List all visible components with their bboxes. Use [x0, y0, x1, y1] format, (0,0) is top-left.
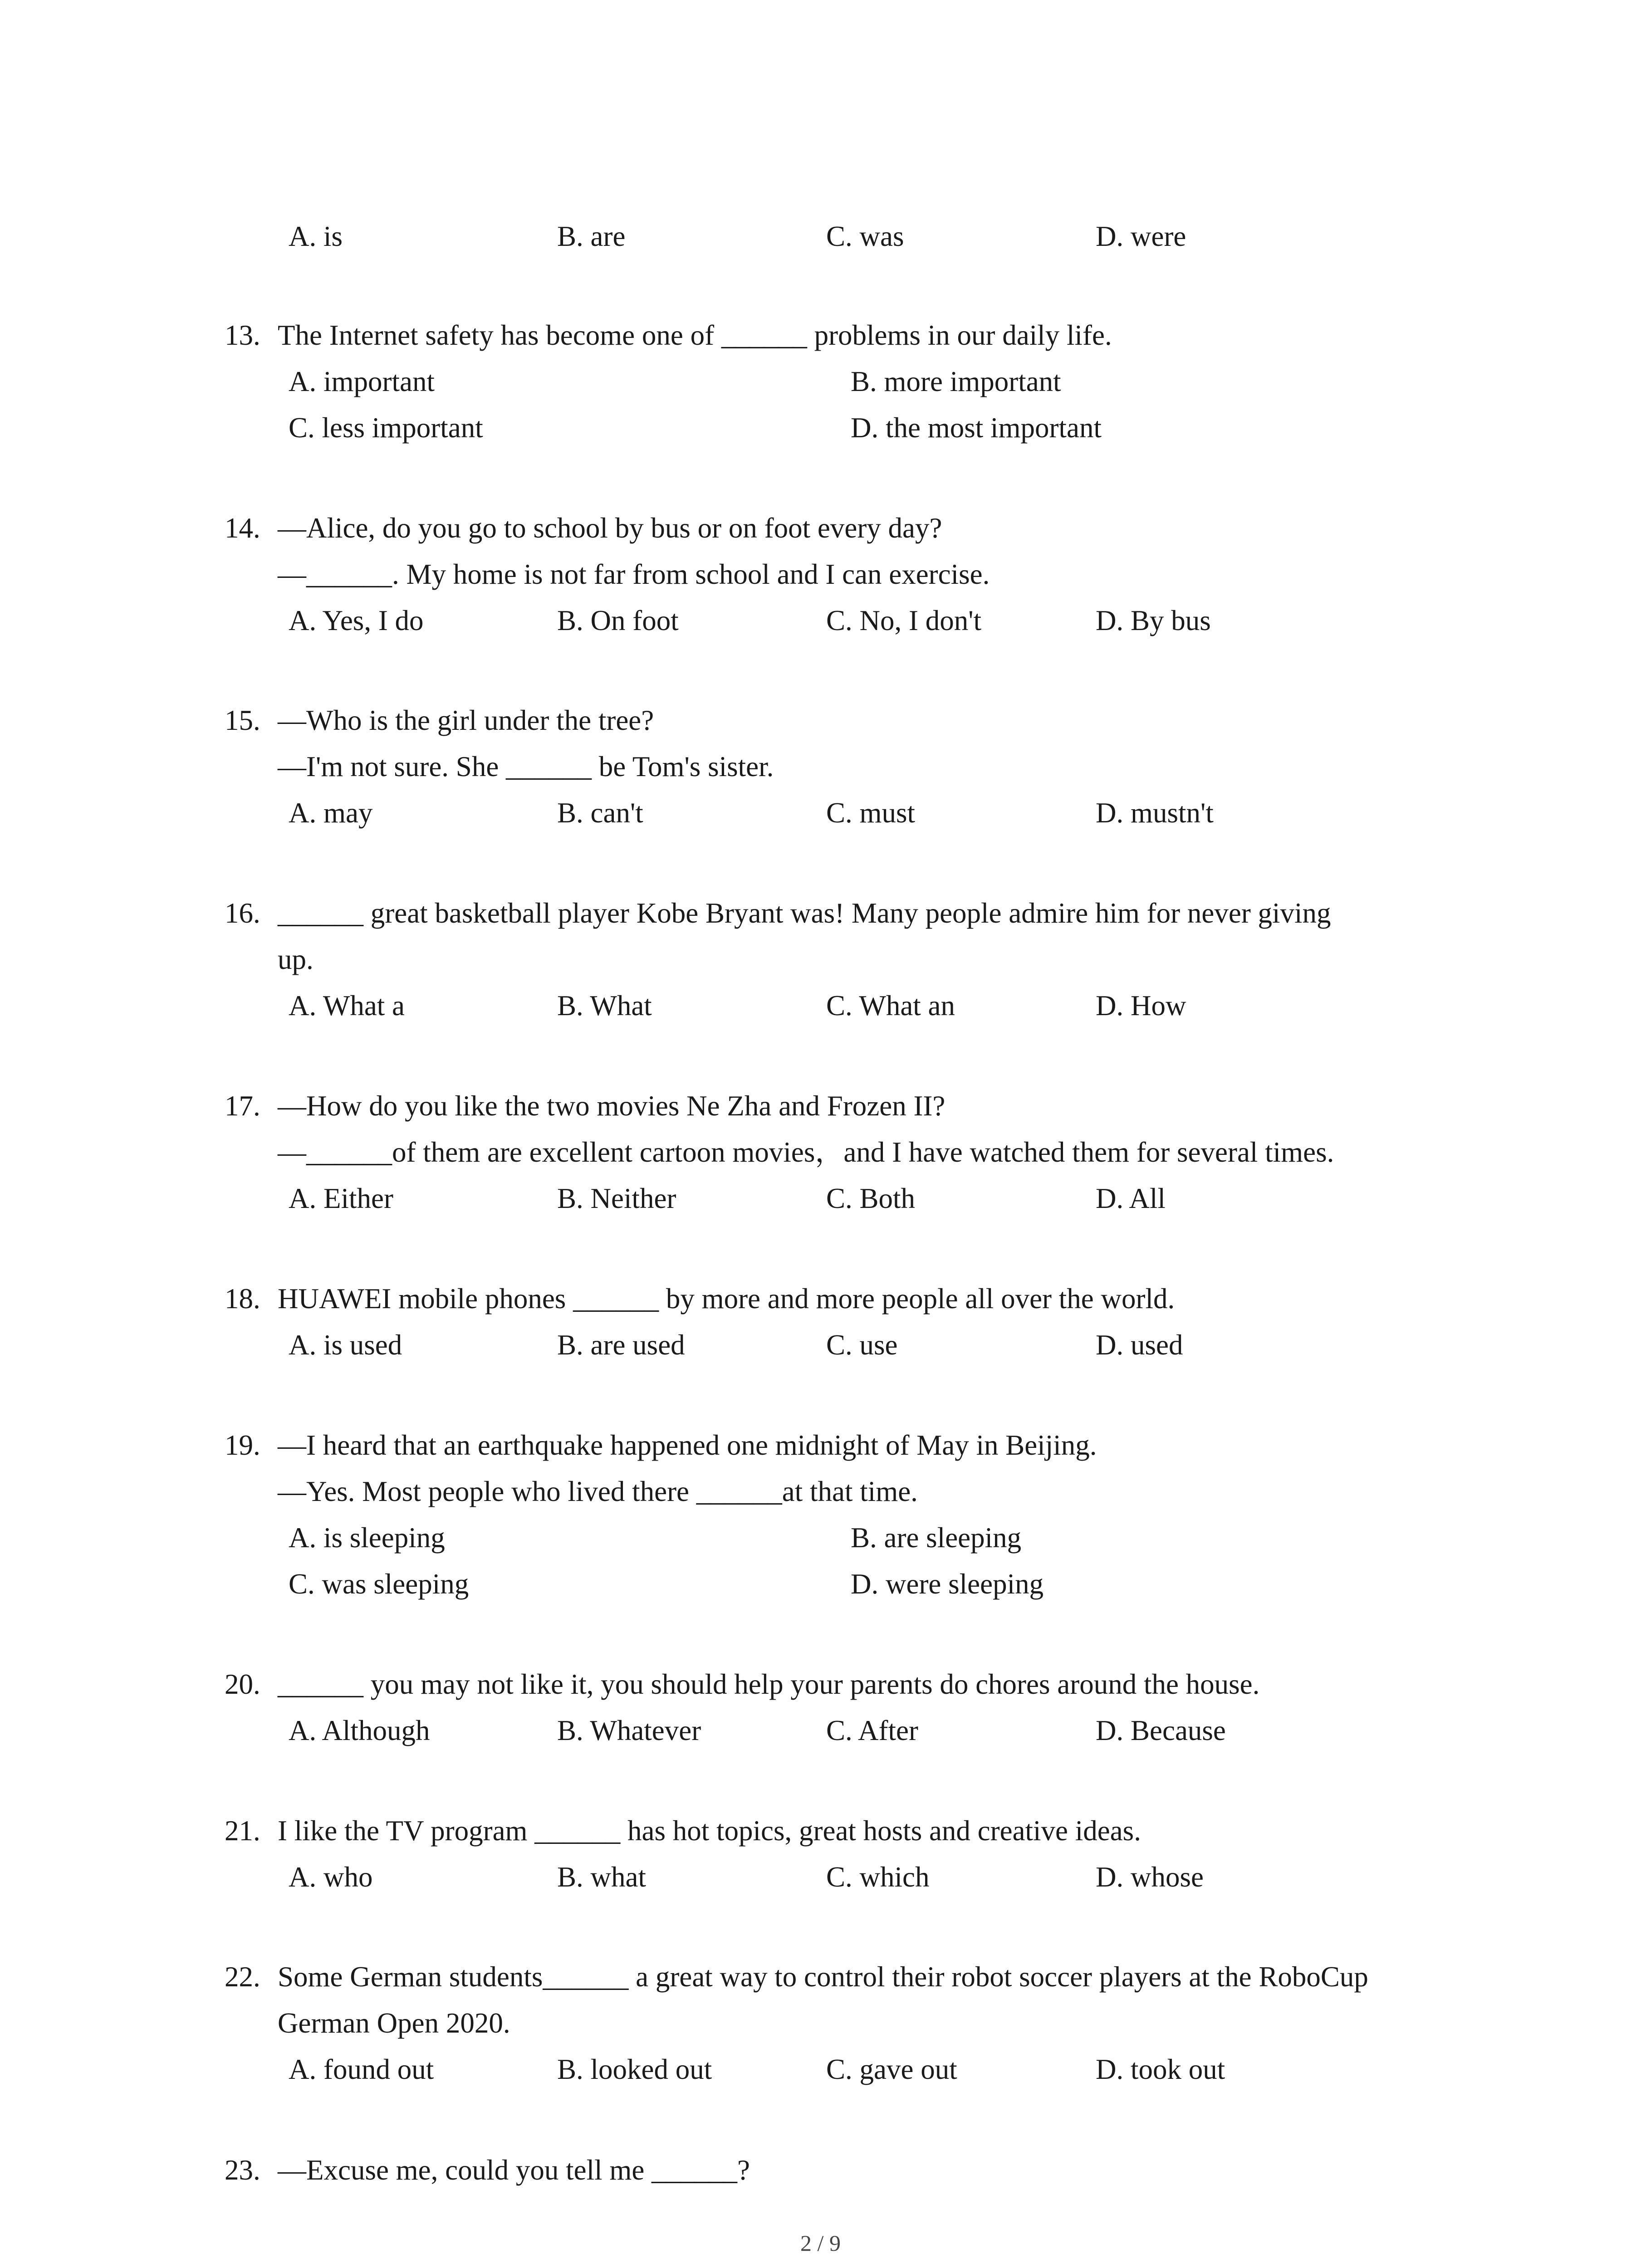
question-text: I like the TV program ______ has hot topics, great hosts and creative ideas.	[278, 1815, 1141, 1847]
option-d: D. Because	[1096, 1715, 1226, 1746]
question-text-line-2: —I'm not sure. She ______ be Tom's sister.	[278, 751, 774, 782]
question-text-line-1: —How do you like the two movies Ne Zha and Frozen II?	[278, 1090, 945, 1122]
question-number: 17.	[225, 1090, 260, 1122]
option-b: B. are used	[557, 1329, 685, 1361]
option-b: B. more important	[851, 366, 1061, 397]
option-a: A. found out	[289, 2053, 434, 2085]
option-a: A. Although	[289, 1715, 430, 1746]
option-a: A. What a	[289, 990, 405, 1022]
option-c: C. was	[826, 220, 904, 252]
option-b: B. what	[557, 1861, 646, 1893]
option-c: C. was sleeping	[289, 1568, 469, 1600]
question-text-line-1: ______ great basketball player Kobe Bryant was! Many people admire him for never giving	[278, 897, 1331, 929]
option-a: A. is sleeping	[289, 1522, 445, 1554]
option-a: A. Either	[289, 1183, 393, 1214]
question-number: 21.	[225, 1815, 260, 1847]
option-a: A. Yes, I do	[289, 605, 424, 636]
option-b: B. can't	[557, 797, 643, 829]
option-d: D. were	[1096, 220, 1186, 252]
question-text: The Internet safety has become one of ______ problems in our daily life.	[278, 319, 1112, 351]
option-c: C. which	[826, 1861, 930, 1893]
option-d: D. were sleeping	[851, 1568, 1044, 1600]
option-c: C. use	[826, 1329, 898, 1361]
option-d: D. How	[1096, 990, 1186, 1022]
question-text: HUAWEI mobile phones ______ by more and more people all over the world.	[278, 1283, 1175, 1315]
question-text: —Excuse me, could you tell me ______?	[278, 2154, 750, 2186]
option-c: C. What an	[826, 990, 955, 1022]
option-c: C. must	[826, 797, 916, 829]
option-c: C. Both	[826, 1183, 916, 1214]
option-b: B. looked out	[557, 2053, 712, 2085]
option-d: D. mustn't	[1096, 797, 1214, 829]
option-d: D. took out	[1096, 2053, 1225, 2085]
option-b: B. On foot	[557, 605, 679, 636]
option-a: A. who	[289, 1861, 373, 1893]
question-text-line-2: —______of them are excellent cartoon movies，and I have watched them for several times.	[278, 1136, 1334, 1168]
question-number: 23.	[225, 2154, 260, 2186]
option-a: A. is used	[289, 1329, 402, 1361]
question-number: 18.	[225, 1283, 260, 1315]
option-b: B. What	[557, 990, 652, 1022]
option-d: D. All	[1096, 1183, 1166, 1214]
question-number: 20.	[225, 1668, 260, 1700]
question-number: 14.	[225, 512, 260, 544]
option-b: B. Neither	[557, 1183, 676, 1214]
option-a: A. important	[289, 366, 435, 397]
option-b: B. are sleeping	[851, 1522, 1022, 1554]
option-c: C. After	[826, 1715, 918, 1746]
question-number: 19.	[225, 1429, 260, 1461]
option-d: D. By bus	[1096, 605, 1211, 636]
option-d: D. whose	[1096, 1861, 1204, 1893]
question-number: 22.	[225, 1961, 260, 1993]
question-text: ______ you may not like it, you should help your parents do chores around the house.	[278, 1668, 1260, 1700]
option-d: D. the most important	[851, 412, 1102, 444]
question-number: 16.	[225, 897, 260, 929]
option-b: B. are	[557, 220, 626, 252]
question-text-line-1: Some German students______ a great way to control their robot soccer players at the RoboCup	[278, 1961, 1368, 1993]
option-d: D. used	[1096, 1329, 1183, 1361]
option-c: C. gave out	[826, 2053, 957, 2085]
option-a: A. may	[289, 797, 373, 829]
question-text-line-2: —______. My home is not far from school and I can exercise.	[278, 558, 990, 590]
option-c: C. No, I don't	[826, 605, 982, 636]
question-number: 13.	[225, 319, 260, 351]
question-text-line-2: up.	[278, 943, 314, 975]
question-text-line-1: —I heard that an earthquake happened one midnight of May in Beijing.	[278, 1429, 1097, 1461]
page-number: 2 / 9	[800, 2230, 841, 2256]
option-b: B. Whatever	[557, 1715, 701, 1746]
option-a: A. is	[289, 220, 343, 252]
question-text-line-2: —Yes. Most people who lived there ______at that time.	[278, 1476, 918, 1507]
question-number: 15.	[225, 704, 260, 736]
question-text-line-1: —Who is the girl under the tree?	[278, 704, 654, 736]
question-text-line-2: German Open 2020.	[278, 2007, 510, 2039]
question-text-line-1: —Alice, do you go to school by bus or on foot every day?	[278, 512, 942, 544]
option-c: C. less important	[289, 412, 483, 444]
